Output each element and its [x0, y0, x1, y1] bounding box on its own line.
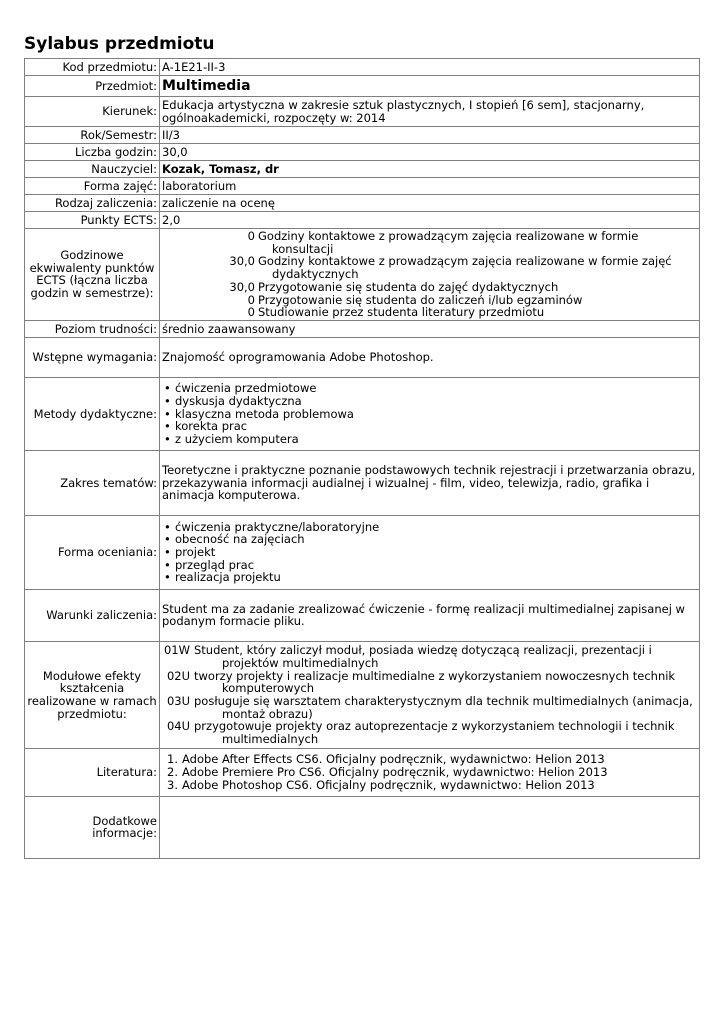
value-efekty: [160, 641, 700, 748]
hours-description: Studiowanie przez studenta literatury przedmiotu: [258, 305, 545, 320]
value-poziom: średnio zaawansowany: [160, 320, 700, 337]
row-ects: [25, 212, 700, 229]
list-item: • przegląd prac: [162, 559, 697, 572]
row-godziny: [25, 144, 700, 161]
list-item: • ćwiczenia przedmiotowe: [162, 382, 697, 395]
value-ocenianie: [160, 515, 700, 589]
label-forma: Forma zajęć:: [25, 178, 160, 195]
hours-row: [162, 281, 697, 294]
label-efekty: Modułowe efekty kształcenia realizowane w ramach przedmiotu:: [25, 641, 160, 748]
label-rok: Rok/Semestr:: [25, 127, 160, 144]
label-zakres: Zakres tematów:: [25, 450, 160, 515]
row-ocenianie: [25, 515, 700, 589]
literature-text: Adobe Photoshop CS6. Oficjalny podręcznik, wydawnictwo: Helion 2013: [182, 777, 595, 792]
methods-list: [162, 382, 697, 446]
list-item: • realizacja projektu: [162, 571, 697, 584]
label-nauczyciel: Nauczyciel:: [25, 161, 160, 178]
hours-row: [162, 306, 697, 319]
value-kierunek: Edukacja artystyczna w zakresie sztuk plastycznych, I stopień [6 sem], stacjonarny, ogólnoakademicki, rozpoczęty w: 2014: [160, 97, 700, 127]
value-nauczyciel: Kozak, Tomasz, dr: [160, 161, 700, 178]
label-kierunek: Kierunek:: [25, 97, 160, 127]
outcome-row: [162, 670, 697, 695]
value-metody: [160, 377, 700, 450]
hours-value: 0: [247, 292, 255, 307]
label-warunki: Warunki zaliczenia:: [25, 589, 160, 641]
outcome-row: [162, 695, 697, 720]
list-item: • obecność na zajęciach: [162, 533, 697, 546]
outcome-code: 01W: [163, 643, 190, 658]
row-literatura: [25, 748, 700, 796]
label-godzinowe: Godzinowe ekwiwalenty punktów ECTS (łączna liczba godzin w semestrze):: [25, 229, 160, 321]
value-godzinowe: [160, 229, 700, 321]
list-item: • klasyczna metoda problemowa: [162, 408, 697, 421]
label-poziom: Poziom trudności:: [25, 320, 160, 337]
syllabus-table: [24, 58, 700, 859]
list-item: • korekta prac: [162, 420, 697, 433]
row-forma: [25, 178, 700, 195]
outcome-text: posługuje się warsztatem charakterystycznym dla technik multimedialnych (animacja, montaż obrazu): [194, 693, 693, 721]
outcome-code: 03U: [166, 693, 190, 708]
outcome-text: przygotowuje projekty oraz autoprezentacje z wykorzystaniem technologii i technik multimedialnych: [194, 719, 675, 747]
outcome-text: Student, który zaliczył moduł, posiada wiedzę dotyczącą realizacji, prezentacji i projektów multimedialnych: [194, 643, 652, 670]
hours-value: 0: [247, 229, 255, 243]
value-godziny: 30,0: [160, 144, 700, 161]
label-metody: Metody dydaktyczne:: [25, 377, 160, 450]
value-ects: 2,0: [160, 212, 700, 229]
row-przedmiot: [25, 76, 700, 97]
label-wymagania: Wstępne wymagania:: [25, 337, 160, 377]
outcome-row: [162, 644, 697, 669]
literature-item: [162, 766, 697, 779]
label-kod: Kod przedmiotu:: [25, 59, 160, 76]
label-ects: Punkty ECTS:: [25, 212, 160, 229]
label-godziny: Liczba godzin:: [25, 144, 160, 161]
hours-description: Przygotowanie się studenta do zajęć dydaktycznych: [258, 279, 559, 294]
hours-row: [162, 255, 697, 280]
row-kierunek: [25, 97, 700, 127]
value-zakres: Teoretyczne i praktyczne poznanie podstawowych technik rejestracji i przetwarzania obrazu, przekazywania informacji audialnej i wizualnej - film, video, telewizja, radio, grafika i animacja komputerowa.: [160, 450, 700, 515]
hours-value: 0: [247, 305, 255, 320]
value-przedmiot: Multimedia: [160, 76, 700, 97]
literature-text: Adobe Premiere Pro CS6. Oficjalny podręcznik, wydawnictwo: Helion 2013: [182, 765, 608, 780]
value-literatura: [160, 748, 700, 796]
row-metody: [25, 377, 700, 450]
list-item: • ćwiczenia praktyczne/laboratoryjne: [162, 521, 697, 534]
literature-list: [162, 753, 697, 791]
list-item: • z użyciem komputera: [162, 433, 697, 446]
hours-row: [162, 230, 697, 255]
label-literatura: Literatura:: [25, 748, 160, 796]
label-ocenianie: Forma oceniania:: [25, 515, 160, 589]
outcome-code: 04U: [166, 719, 190, 734]
value-rodzaj: zaliczenie na ocenę: [160, 195, 700, 212]
hours-value: 30,0: [229, 279, 255, 294]
hours-description: Godziny kontaktowe z prowadzącym zajęcia realizowane w formie zajęć dydaktycznych: [258, 254, 672, 282]
literature-number: 3.: [167, 777, 178, 792]
row-zakres: [25, 450, 700, 515]
row-godzinowe: [25, 229, 700, 321]
literature-number: 1.: [167, 752, 178, 767]
value-wymagania: Znajomość oprogramowania Adobe Photoshop.: [160, 337, 700, 377]
row-poziom: [25, 320, 700, 337]
row-efekty: [25, 641, 700, 748]
hours-value: 30,0: [229, 254, 255, 269]
row-kod: [25, 59, 700, 76]
label-przedmiot: Przedmiot:: [25, 76, 160, 97]
hours-description: Godziny kontaktowe z prowadzącym zajęcia realizowane w formie konsultacji: [258, 229, 639, 256]
row-warunki: [25, 589, 700, 641]
hours-description: Przygotowanie się studenta do zaliczeń i/lub egzaminów: [258, 292, 583, 307]
outcome-text: tworzy projekty i realizacje multimedialne z wykorzystaniem nowoczesnych technik komputerowych: [194, 668, 676, 696]
outcome-code: 02U: [166, 668, 190, 683]
value-warunki: Student ma za zadanie zrealizować ćwiczenie - formę realizacji multimedialnej zapisanej w podanym formacie pliku.: [160, 589, 700, 641]
row-rodzaj: [25, 195, 700, 212]
literature-number: 2.: [167, 765, 178, 780]
row-rok: [25, 127, 700, 144]
literature-item: [162, 779, 697, 792]
row-dodatkowe: [25, 796, 700, 858]
value-forma: laboratorium: [160, 178, 700, 195]
value-kod: A-1E21-II-3: [160, 59, 700, 76]
list-item: • dyskusja dydaktyczna: [162, 395, 697, 408]
value-dodatkowe: [160, 796, 700, 858]
label-rodzaj: Rodzaj zaliczenia:: [25, 195, 160, 212]
assessment-list: [162, 521, 697, 585]
literature-text: Adobe After Effects CS6. Oficjalny podręcznik, wydawnictwo: Helion 2013: [182, 752, 605, 767]
row-nauczyciel: [25, 161, 700, 178]
page-title: Sylabus przedmiotu: [24, 34, 215, 54]
list-item: • projekt: [162, 546, 697, 559]
outcome-row: [162, 720, 697, 745]
row-wymagania: [25, 337, 700, 377]
value-rok: II/3: [160, 127, 700, 144]
label-dodatkowe: Dodatkowe informacje:: [25, 796, 160, 858]
